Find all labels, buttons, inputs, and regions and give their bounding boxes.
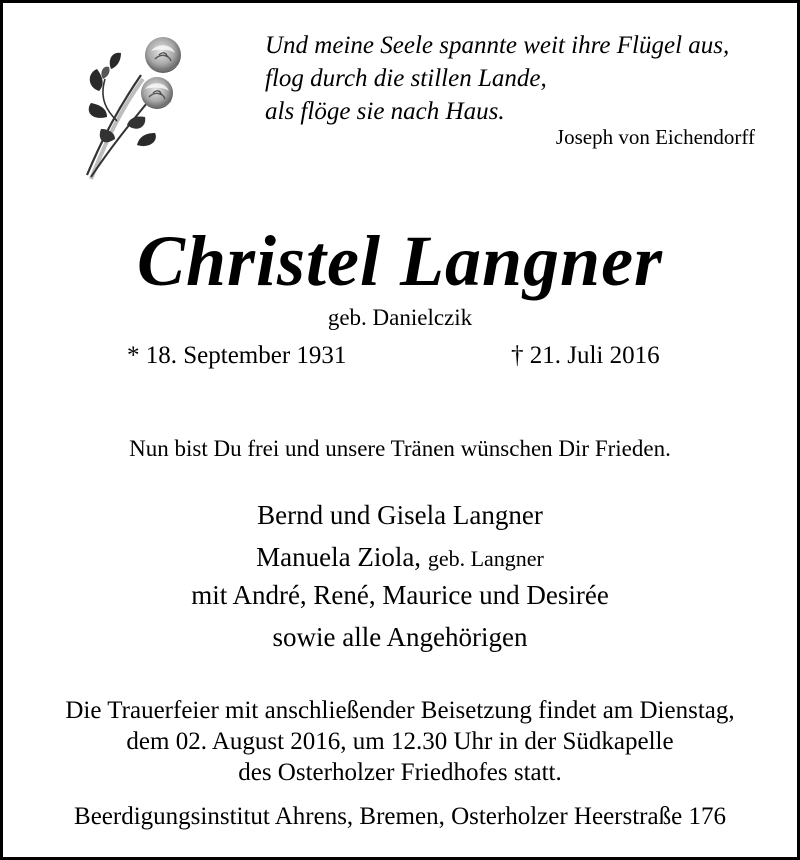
mourner-line: mit André, René, Maurice und Desirée <box>191 580 609 610</box>
mourner-line: Bernd und Gisela Langner <box>257 500 543 530</box>
poem-author: Joseph von Eichendorff <box>555 125 755 149</box>
death-date: † 21. Juli 2016 <box>511 342 660 369</box>
poem-line: als flöge sie nach Haus. <box>265 98 505 125</box>
poem-line: Und meine Seele spannte weit ihre Flügel aus, <box>265 32 730 59</box>
birth-date: * 18. September 1931 <box>127 342 347 369</box>
service-line: des Osterholzer Friedhofes statt. <box>238 759 562 786</box>
funeral-service-info <box>3 695 797 788</box>
mourner-name: Manuela Ziola, <box>256 542 422 572</box>
rose-icon <box>77 29 193 189</box>
maiden-name: geb. Danielczik <box>327 305 473 330</box>
poem <box>265 29 785 128</box>
mourner-line: sowie alle Angehörigen <box>272 622 528 652</box>
mourners <box>3 497 797 655</box>
service-line: Die Trauerfeier mit anschließender Beisetzung findet am Dienstag, <box>65 697 735 724</box>
motto: Nun bist Du frei und unsere Tränen wünschen Dir Frieden. <box>129 436 671 461</box>
mourner-line <box>3 539 797 577</box>
deceased-name: Christel Langner <box>136 221 664 301</box>
service-line: dem 02. August 2016, um 12.30 Uhr in der Südkapelle <box>126 728 674 755</box>
mourner-maiden-name: geb. Langner <box>427 546 544 571</box>
poem-line: flog durch die stillen Lande, <box>265 65 547 92</box>
undertaker: Beerdigungsinstitut Ahrens, Bremen, Osterholzer Heerstraße 176 <box>74 803 726 830</box>
